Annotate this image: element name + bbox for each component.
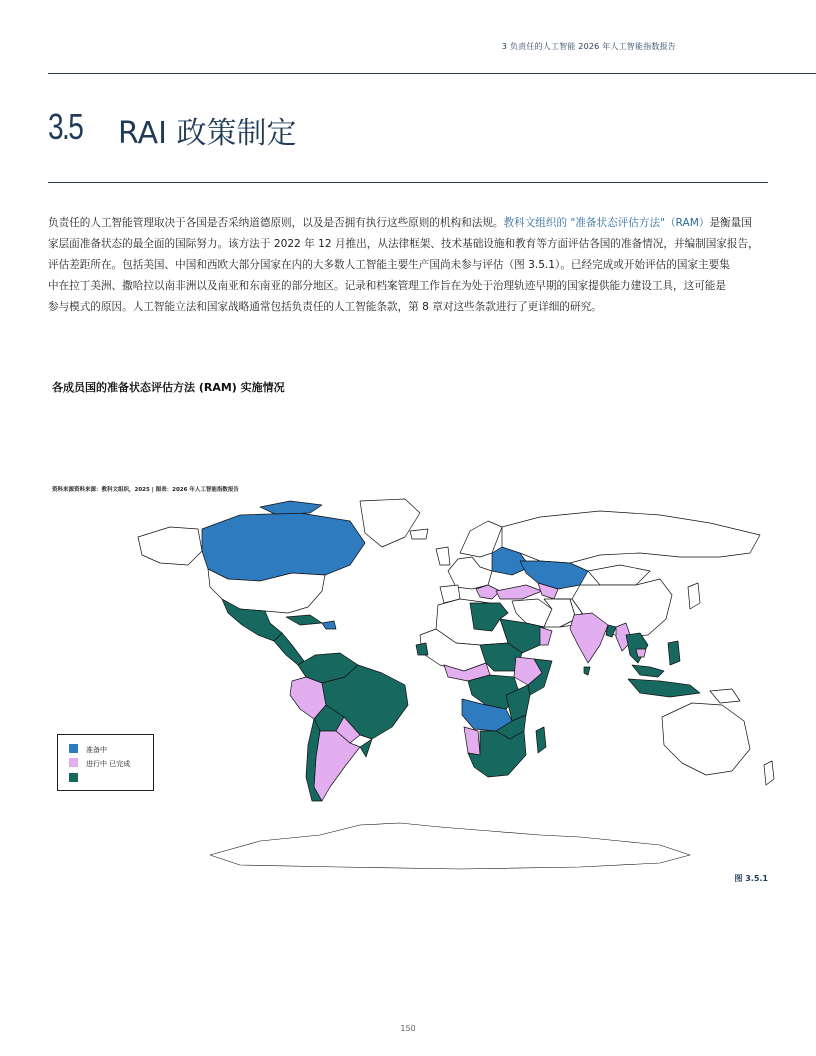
page-number: 150 (400, 1024, 416, 1033)
map-region-thailand-laos (626, 633, 648, 663)
section-number: 3.5 (48, 106, 83, 147)
map-region-uruguay (360, 739, 372, 757)
map-region-caribbean (322, 621, 336, 629)
map-region-australia (662, 703, 750, 775)
map-region-russia (502, 511, 760, 563)
figure-title: 各成员国的准备状态评估方法 (RAM) 实施情况 (52, 381, 285, 394)
header-rule (48, 73, 816, 74)
section-rule (48, 182, 768, 183)
legend-swatch-preparing (69, 744, 78, 753)
map-region-new-zealand (764, 761, 774, 785)
map-legend (57, 734, 154, 791)
world-map-svg (60, 495, 780, 875)
body-line: 中在拉丁美洲、撒哈拉以南非洲以及南亚和东南亚的部分地区。记录和档案管理工作旨在为处于治理轨迹早期的国家提供能力建设工具，这可能是 (48, 280, 726, 292)
map-region-antarctica (210, 823, 690, 869)
figure-source: 资料来源资料来源：教科文组织，2025 | 图表：2026 年人工智能指数报告 (52, 487, 239, 493)
map-region-madagascar (536, 727, 546, 753)
map-region-canada-islands (260, 501, 322, 514)
running-header: 3 负责任的人工智能 2026 年人工智能指数报告 (501, 42, 676, 51)
map-region-namibia (464, 727, 480, 755)
world-map (60, 495, 780, 875)
figure-number: 图 3.5.1 (734, 874, 768, 883)
body-line: 参与模式的原因。人工智能立法和国家战略通常包括负责任的人工智能条款，第 8 章对这些条款进行了更详细的研究。 (48, 301, 602, 313)
map-region-alaska (138, 527, 202, 565)
map-region-senegal (416, 643, 428, 655)
body-paragraph (48, 213, 772, 318)
map-region-oman (540, 627, 552, 645)
map-region-bangladesh (606, 625, 616, 637)
map-region-malaysia (632, 665, 664, 677)
map-region-kazakhstan (520, 561, 588, 589)
map-region-india (570, 613, 608, 663)
ram-link[interactable]: 教科文组织的 "准备状态评估方法"（RAM） (503, 217, 710, 229)
section-title: RAI 政策制定 (118, 116, 297, 151)
map-region-sri-lanka (584, 667, 590, 675)
map-region-indonesia (628, 679, 700, 697)
map-region-png (710, 689, 740, 703)
map-region-turkey (496, 585, 542, 599)
map-region-western-europe (448, 557, 492, 589)
map-region-iceland (410, 529, 428, 539)
map-region-argentina (314, 731, 360, 801)
map-region-central-america (274, 633, 304, 665)
map-region-japan (688, 583, 700, 609)
map-region-canada (202, 513, 365, 581)
legend-label-preparing: 准备中 (86, 746, 107, 754)
map-region-philippines (668, 641, 680, 665)
legend-label-in-progress: 进行中 已完成 (86, 760, 131, 768)
map-region-cuba (286, 615, 322, 625)
legend-swatch-in-progress (69, 758, 78, 767)
map-region-uk (436, 547, 450, 565)
map-region-cambodia (636, 649, 646, 657)
legend-swatch-completed (69, 773, 78, 782)
body-line: 评估差距所在。包括美国、中国和西欧大部分国家在内的大多数人工智能主要生产国尚未参与评估（图 3.5.1）。已经完成或开始评估的国家主要集 (48, 259, 730, 271)
map-region-greenland (360, 499, 420, 547)
body-line: 家层面准备状态的最全面的国际努力。该方法于 2022 年 12 月推出，从法律框架、技术基础设施和教育等方面评估各国的准备情况，并编制国家报告， (48, 238, 759, 250)
body-line: 负责任的人工智能管理取决于各国是否采纳道德原则，以及是否拥有执行这些原则的机构和法规。教科文组织的 "准备状态评估方法"（RAM）是衡量国 (48, 217, 752, 229)
map-region-mongolia (588, 565, 650, 585)
